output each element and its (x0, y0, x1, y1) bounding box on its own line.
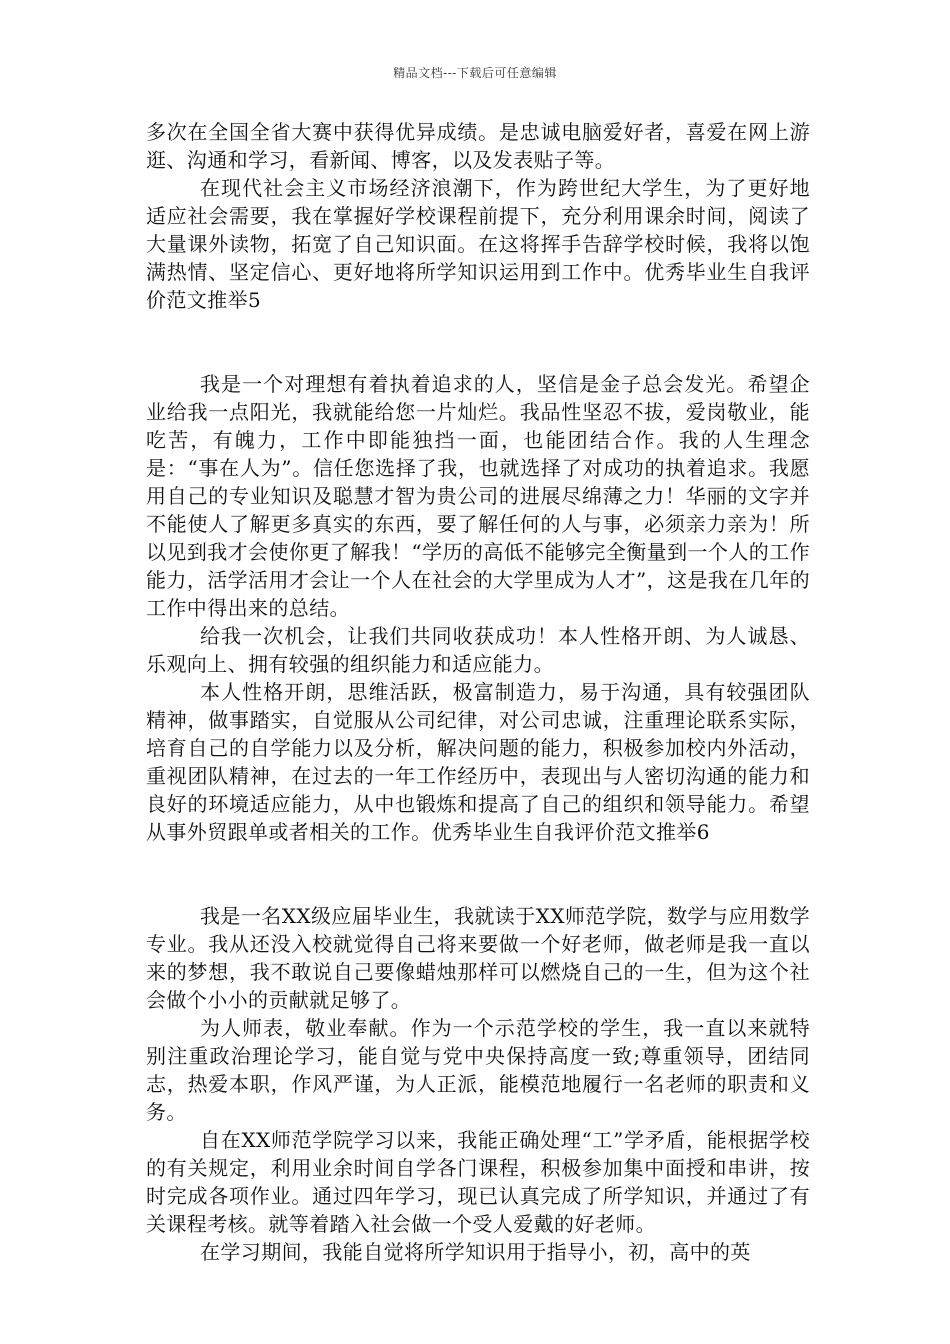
paragraph: 在现代社会主义市场经济浪潮下，作为跨世纪大学生，为了更好地适应社会需要，我在掌握好学校课程前提下，充分利用课余时间，阅读了大量课外读物，拓宽了自己知识面。在这将挥手告辞学校时候，我将以饱满热情、坚定信心、更好地将所学知识运用到工作中。优秀毕业生自我评价范文推举5 (146, 176, 810, 312)
section-gap (146, 314, 810, 370)
paragraph: 我是一名XX级应届毕业生，我就读于XX师范学院，数学与应用数学专业。我从还没入校就觉得自己将来要做一个好老师，做老师是我一直以来的梦想，我不敢说自己要像蜡烛那样可以燃烧自己的一生，但为这个社会做个小小的贡献就足够了。 (146, 904, 810, 1012)
paragraph: 给我一次机会，让我们共同收获成功！本人性格开朗、为人诚恳、乐观向上、拥有较强的组织能力和适应能力。 (146, 624, 810, 676)
paragraph: 在学习期间，我能自觉将所学知识用于指导小，初，高中的英 (200, 1240, 751, 1264)
paragraph: 多次在全国全省大赛中获得优异成绩。是忠诚电脑爱好者，喜爱在网上游逛、沟通和学习，看新闻、博客，以及发表贴子等。 (146, 120, 810, 172)
section-gap (146, 846, 810, 902)
paragraph: 本人性格开朗，思维活跃，极富制造力，易于沟通，具有较强团队精神，做事踏实，自觉服从公司纪律，对公司忠诚，注重理论联系实际，培育自己的自学能力以及分析，解决问题的能力，积极参加校内外活动，重视团队精神，在过去的一年工作经历中，表现出与人密切沟通的能力和良好的环境适应能力，从中也锻炼和提高了自己的组织和领导能力。希望从事外贸跟单或者相关的工作。优秀毕业生自我评价范文推举6 (146, 680, 810, 844)
paragraph: 为人师表，敬业奉献。作为一个示范学校的学生，我一直以来就特别注重政治理论学习，能自觉与党中央保持高度一致;尊重领导，团结同志，热爱本职，作风严谨，为人正派，能模范地履行一名老师的职责和义务。 (146, 1016, 810, 1124)
paragraph: 我是一个对理想有着执着追求的人，坚信是金子总会发光。希望企业给我一点阳光，我就能给您一片灿烂。我品性坚忍不拔，爱岗敬业，能吃苦，有魄力，工作中即能独挡一面，也能团结合作。我的人生理念是：“事在人为”。信任您选择了我，也就选择了对成功的执着追求。我愿用自己的专业知识及聪慧才智为贵公司的进展尽绵薄之力！华丽的文字并不能使人了解更多真实的东西，要了解任何的人与事，必须亲力亲为！所以见到我才会使你更了解我！“学历的高低不能够完全衡量到一个人的工作能力，活学活用才会让一个人在社会的大学里成为人才”，这是我在几年的工作中得出来的总结。 (146, 372, 810, 620)
document-body (146, 118, 810, 1266)
paragraph: 自在XX师范学院学习以来，我能正确处理“工”学矛盾，能根据学校的有关规定，利用业余时间自学各门课程，积极参加集中面授和串讲，按时完成各项作业。通过四年学习，现已认真完成了所学知识，并通过了有关课程考核。就等着踏入社会做一个受人爱戴的好老师。 (146, 1128, 810, 1236)
page-header: 精品文档---下载后可任意编辑 (393, 66, 557, 80)
